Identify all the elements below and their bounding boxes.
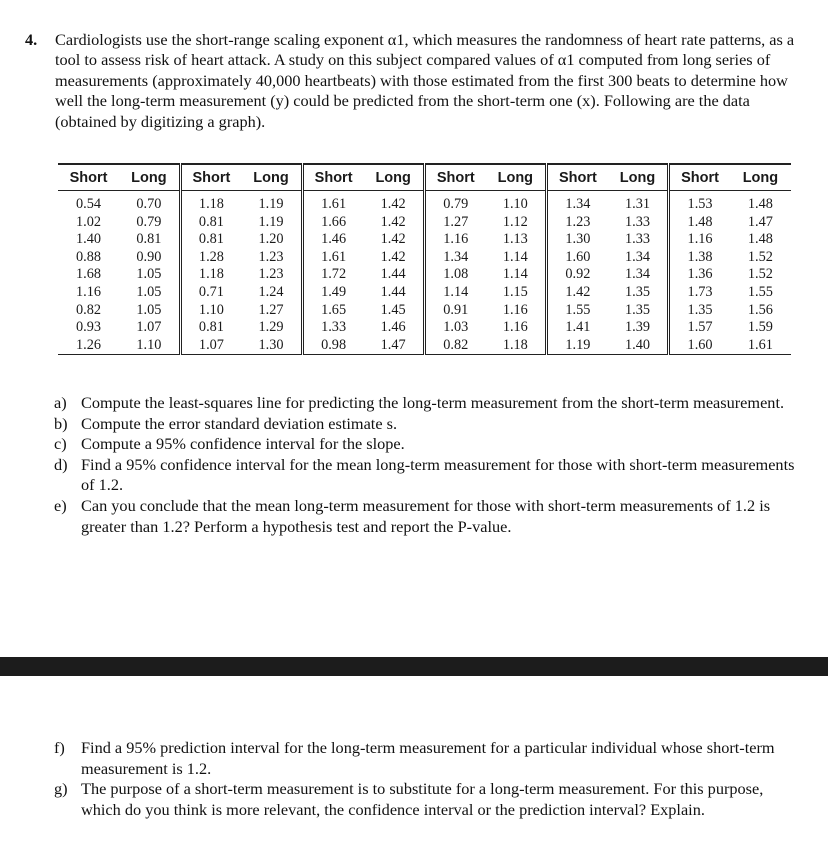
question-item xyxy=(54,434,799,455)
table-cell: 1.42 xyxy=(547,284,608,302)
table-cell: 1.16 xyxy=(502,319,528,336)
table-cell: 1.34 xyxy=(624,266,650,283)
table-cell: 1.27 xyxy=(424,214,485,232)
table-cell: 1.44 xyxy=(380,266,406,283)
table-cell: 1.47 xyxy=(747,213,773,230)
table-cell: 0.81 xyxy=(180,231,241,249)
table-cell: 1.68 xyxy=(76,266,102,283)
table-header-row xyxy=(58,164,791,191)
column-header: Long xyxy=(730,164,791,191)
table-cell: 1.55 xyxy=(747,283,773,300)
question-text: Compute the least-squares line for predicting the long-term measurement from the short-term measurement. xyxy=(81,393,785,412)
table-row xyxy=(58,214,791,232)
table-cell: 1.34 xyxy=(424,249,485,267)
table-cell: 1.24 xyxy=(258,283,284,300)
table-cell: 1.55 xyxy=(547,302,608,320)
table-row xyxy=(58,319,791,337)
table-cell: 1.42 xyxy=(380,196,406,212)
questions-list-top xyxy=(54,393,799,537)
question-item xyxy=(54,414,799,435)
table-cell: 1.73 xyxy=(669,284,730,302)
problem-statement xyxy=(25,30,800,132)
column-header: Short xyxy=(669,164,730,191)
table-cell: 1.23 xyxy=(258,248,284,265)
table-cell: 0.79 xyxy=(424,191,485,214)
column-header: Long xyxy=(608,164,669,191)
table-cell: 0.82 xyxy=(76,301,102,318)
column-header: Long xyxy=(119,164,180,191)
table-cell: 1.47 xyxy=(380,336,406,353)
question-item xyxy=(54,496,799,537)
question-label: c) xyxy=(54,434,67,454)
table-cell: 1.23 xyxy=(547,214,608,232)
question-label: g) xyxy=(54,779,68,799)
table-cell: 1.59 xyxy=(747,319,773,336)
table-cell: 1.30 xyxy=(547,231,608,249)
table-cell: 1.14 xyxy=(502,266,528,283)
table-cell: 0.79 xyxy=(136,213,162,230)
table-cell: 1.42 xyxy=(380,213,406,230)
question-label: a) xyxy=(54,393,67,412)
table-cell: 1.42 xyxy=(380,231,406,248)
table-cell: 0.70 xyxy=(136,196,162,212)
table-cell: 0.88 xyxy=(76,248,102,265)
question-text: Compute the error standard deviation estimate s. xyxy=(81,413,398,433)
table-cell: 1.16 xyxy=(76,283,102,300)
table-cell: 1.61 xyxy=(302,191,363,214)
table-cell: 1.07 xyxy=(136,319,162,336)
table-cell: 1.72 xyxy=(302,266,363,284)
table-cell: 1.42 xyxy=(380,248,406,265)
table-cell: 1.46 xyxy=(380,319,406,336)
table-cell: 1.33 xyxy=(302,319,363,337)
table-cell: 0.98 xyxy=(302,337,363,355)
table-cell: 1.49 xyxy=(302,284,363,302)
table-cell: 1.65 xyxy=(302,302,363,320)
table-row xyxy=(58,191,791,214)
table-cell: 0.81 xyxy=(180,319,241,337)
question-label: b) xyxy=(54,413,68,433)
column-header: Short xyxy=(547,164,608,191)
table-cell: 1.52 xyxy=(747,248,773,265)
table-cell: 1.14 xyxy=(502,248,528,265)
table-cell: 1.10 xyxy=(136,336,162,353)
column-header: Short xyxy=(424,164,485,191)
column-header: Short xyxy=(302,164,363,191)
table-cell: 1.66 xyxy=(302,214,363,232)
table-cell: 1.20 xyxy=(258,231,284,248)
problem-text: Cardiologists use the short-range scaling exponent α1, which measures the randomness of heart rate patterns, as a tool to assess risk of heart attack. A study on this subject compared values of α1 computed from long series of measurements (approximately 40,000 heartbeats) with those estimated from the first 300 beats to determine how well the long-term measurement (y) could be predicted from the short-term one (x). Following are the data (obtained by digitizing a graph). xyxy=(55,30,795,131)
question-text: Compute a 95% confidence interval for the slope. xyxy=(81,434,405,454)
table-cell: 1.34 xyxy=(624,248,650,265)
table-cell: 1.61 xyxy=(302,249,363,267)
table-cell: 1.10 xyxy=(502,196,528,212)
table-cell: 1.30 xyxy=(258,336,284,353)
table-cell: 1.23 xyxy=(258,266,284,283)
table-cell: 0.93 xyxy=(76,319,102,336)
column-header: Short xyxy=(180,164,241,191)
table-cell: 1.36 xyxy=(669,266,730,284)
table-cell: 1.52 xyxy=(747,266,773,283)
table-cell: 1.05 xyxy=(136,283,162,300)
table-cell: 1.16 xyxy=(502,301,528,318)
question-label: f) xyxy=(54,738,65,757)
table-row xyxy=(58,266,791,284)
table-cell: 1.33 xyxy=(624,231,650,248)
table-cell: 1.05 xyxy=(136,301,162,318)
table-cell: 1.14 xyxy=(424,284,485,302)
table-cell: 1.19 xyxy=(547,337,608,355)
table-cell: 1.38 xyxy=(669,249,730,267)
table-cell: 1.02 xyxy=(76,213,102,230)
table-cell: 1.35 xyxy=(624,283,650,300)
table-cell: 1.48 xyxy=(669,214,730,232)
table-cell: 1.18 xyxy=(502,336,528,353)
table-cell: 1.53 xyxy=(669,191,730,214)
table-row xyxy=(58,337,791,355)
table-cell: 1.31 xyxy=(624,196,650,212)
table-cell: 1.08 xyxy=(424,266,485,284)
question-label: d) xyxy=(54,454,68,474)
table-body xyxy=(58,191,791,355)
table-cell: 1.46 xyxy=(302,231,363,249)
table-cell: 1.12 xyxy=(502,213,528,230)
column-header: Short xyxy=(58,164,119,191)
table-cell: 1.19 xyxy=(258,213,284,230)
table-cell: 1.44 xyxy=(380,283,406,300)
question-item xyxy=(54,455,799,496)
table-cell: 1.56 xyxy=(747,301,773,318)
table-cell: 1.07 xyxy=(180,337,241,355)
question-text: Can you conclude that the mean long-term measurement for those with short-term measurements of 1.2 is greater than 1.2? Perform a hypothesis test and report the P-value. xyxy=(81,495,771,536)
table-cell: 0.54 xyxy=(76,196,102,212)
table-cell: 1.18 xyxy=(180,191,241,214)
question-text: Find a 95% confidence interval for the mean long-term measurement for those with short-term measurements of 1.2. xyxy=(81,454,795,495)
table-cell: 0.90 xyxy=(136,248,162,265)
table-cell: 1.40 xyxy=(76,231,102,248)
table-cell: 1.60 xyxy=(547,249,608,267)
question-text: Find a 95% prediction interval for the long-term measurement for a particular individual whose short-term measurement is 1.2. xyxy=(81,738,775,778)
table-row xyxy=(58,284,791,302)
table-row xyxy=(58,231,791,249)
table-cell: 1.28 xyxy=(180,249,241,267)
data-table xyxy=(58,163,791,355)
table-cell: 0.92 xyxy=(547,266,608,284)
table-cell: 0.82 xyxy=(424,337,485,355)
table-cell: 1.33 xyxy=(624,213,650,230)
table-cell: 1.41 xyxy=(547,319,608,337)
table-cell: 1.10 xyxy=(180,302,241,320)
table-cell: 1.03 xyxy=(424,319,485,337)
table-cell: 1.39 xyxy=(624,319,650,336)
table-cell: 1.26 xyxy=(76,336,102,353)
table-row xyxy=(58,249,791,267)
table-cell: 1.16 xyxy=(669,231,730,249)
table-cell: 0.71 xyxy=(180,284,241,302)
table-cell: 0.91 xyxy=(424,302,485,320)
table-cell: 1.35 xyxy=(624,301,650,318)
table-cell: 1.61 xyxy=(747,336,773,353)
table-cell: 1.15 xyxy=(502,283,528,300)
column-header: Long xyxy=(363,164,424,191)
table-cell: 1.40 xyxy=(624,336,650,353)
table-cell: 1.48 xyxy=(747,196,773,212)
question-label: e) xyxy=(54,495,67,515)
table-cell: 1.19 xyxy=(258,196,284,212)
table-row xyxy=(58,302,791,320)
column-header: Long xyxy=(486,164,547,191)
table-cell: 1.45 xyxy=(380,301,406,318)
table-cell: 0.81 xyxy=(180,214,241,232)
question-item xyxy=(54,779,799,820)
table-cell: 1.05 xyxy=(136,266,162,283)
question-item xyxy=(54,393,799,414)
table-cell: 1.34 xyxy=(547,191,608,214)
table-cell: 1.57 xyxy=(669,319,730,337)
table-cell: 1.27 xyxy=(258,301,284,318)
table-cell: 1.60 xyxy=(669,337,730,355)
questions-list-bottom xyxy=(54,738,799,820)
table-cell: 1.29 xyxy=(258,319,284,336)
table-cell: 0.81 xyxy=(136,231,162,248)
column-header: Long xyxy=(241,164,302,191)
table-cell: 1.18 xyxy=(180,266,241,284)
table-cell: 1.35 xyxy=(669,302,730,320)
question-item xyxy=(54,738,799,779)
question-text: The purpose of a short-term measurement is to substitute for a long-term measurement. For this purpose, which do you think is more relevant, the confidence interval or the prediction interval? Explain. xyxy=(81,779,764,819)
table-cell: 1.16 xyxy=(424,231,485,249)
problem-number: 4. xyxy=(25,30,38,49)
table-cell: 1.48 xyxy=(747,231,773,248)
black-separator-bar xyxy=(0,657,828,676)
table-cell: 1.13 xyxy=(502,231,528,248)
